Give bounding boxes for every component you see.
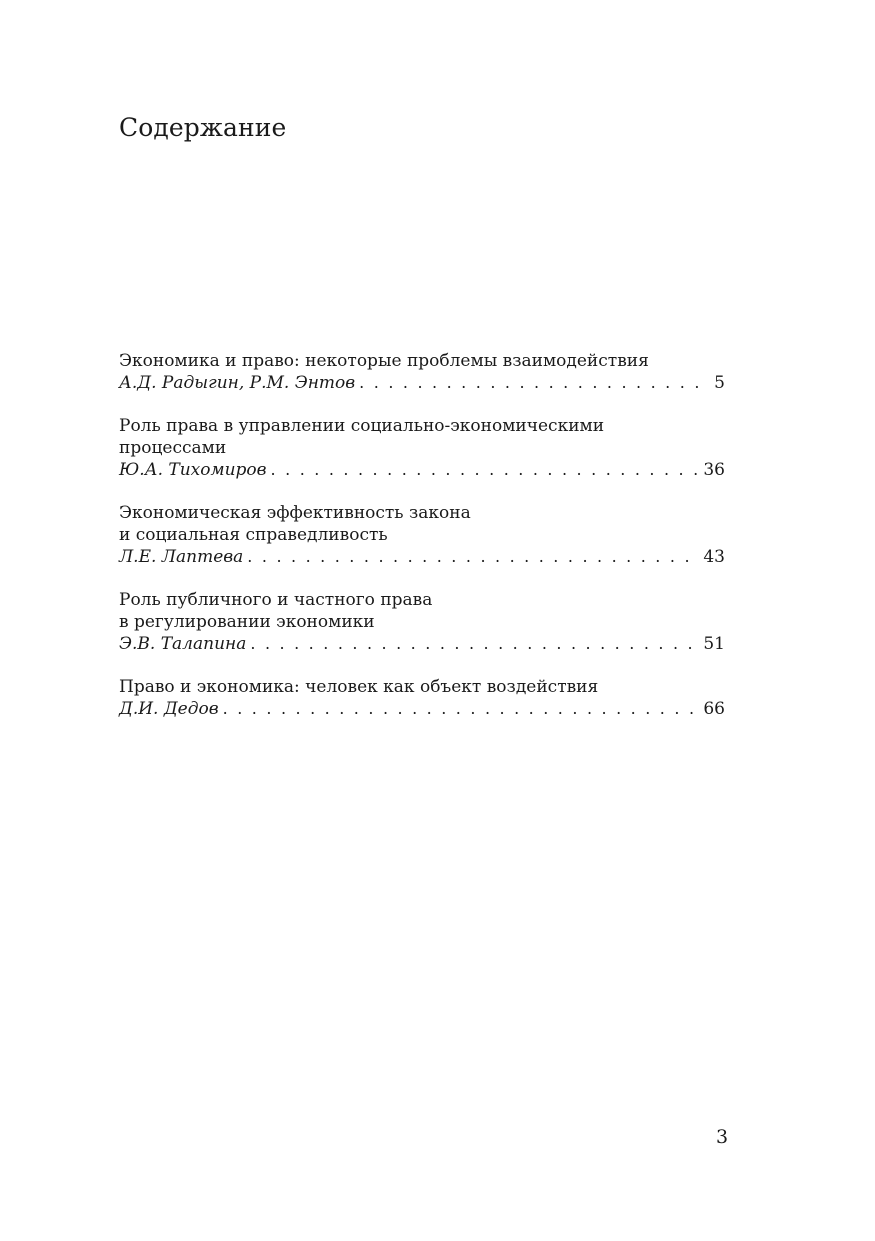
page-number: 3 [716, 1126, 729, 1148]
dot-leader [219, 698, 698, 720]
dot-leader [246, 633, 697, 655]
page-title: Содержание [119, 113, 287, 142]
toc-entry-page-number: 51 [703, 634, 725, 654]
toc-entry-title-line: Право и экономика: человек как объект воздействия [119, 677, 599, 697]
toc-entry-author-line [119, 698, 725, 720]
toc-entry-title-line: и социальная справедливость [119, 525, 388, 545]
toc-entry-author-line [119, 633, 725, 655]
toc-entry[interactable] [119, 350, 725, 394]
toc-entry-author-line [119, 546, 725, 568]
toc-entry-author-line [119, 459, 725, 481]
toc-entry-title-line: Роль публичного и частного права [119, 590, 433, 610]
toc-entry-title-line: процессами [119, 438, 227, 458]
toc-entry-title [119, 350, 725, 372]
toc-entry[interactable] [119, 589, 725, 655]
toc-entry[interactable] [119, 415, 725, 481]
toc-entry-title-line: Экономическая эффективность закона [119, 503, 471, 523]
toc-entry-author-line [119, 372, 725, 394]
toc-entry-author: Ю.А. Тихомиров [119, 460, 267, 480]
toc-entry-title-line: Роль права в управлении социально-экономическими [119, 416, 605, 436]
toc-entry-title [119, 676, 725, 698]
toc-entry-title [119, 502, 725, 546]
toc-entry-page-number: 43 [703, 547, 725, 567]
table-of-contents [119, 350, 725, 720]
dot-leader [355, 372, 708, 394]
toc-entry-page-number: 5 [714, 373, 725, 393]
toc-entry-author: Д.И. Дедов [119, 699, 219, 719]
toc-entry-author: Л.Е. Лаптева [119, 547, 244, 567]
toc-entry-page-number: 36 [703, 460, 725, 480]
dot-leader [243, 546, 697, 568]
toc-entry-title [119, 415, 725, 459]
toc-entry[interactable] [119, 502, 725, 568]
toc-entry-author: Э.В. Талапина [119, 634, 247, 654]
toc-entry-title-line: Экономика и право: некоторые проблемы взаимодействия [119, 351, 649, 371]
toc-entry-page-number: 66 [703, 699, 725, 719]
toc-entry-title-line: в регулировании экономики [119, 612, 375, 632]
toc-entry[interactable] [119, 676, 725, 720]
toc-entry-author: А.Д. Радыгин, Р.М. Энтов [119, 373, 356, 393]
dot-leader [267, 459, 698, 481]
toc-entry-title [119, 589, 725, 633]
